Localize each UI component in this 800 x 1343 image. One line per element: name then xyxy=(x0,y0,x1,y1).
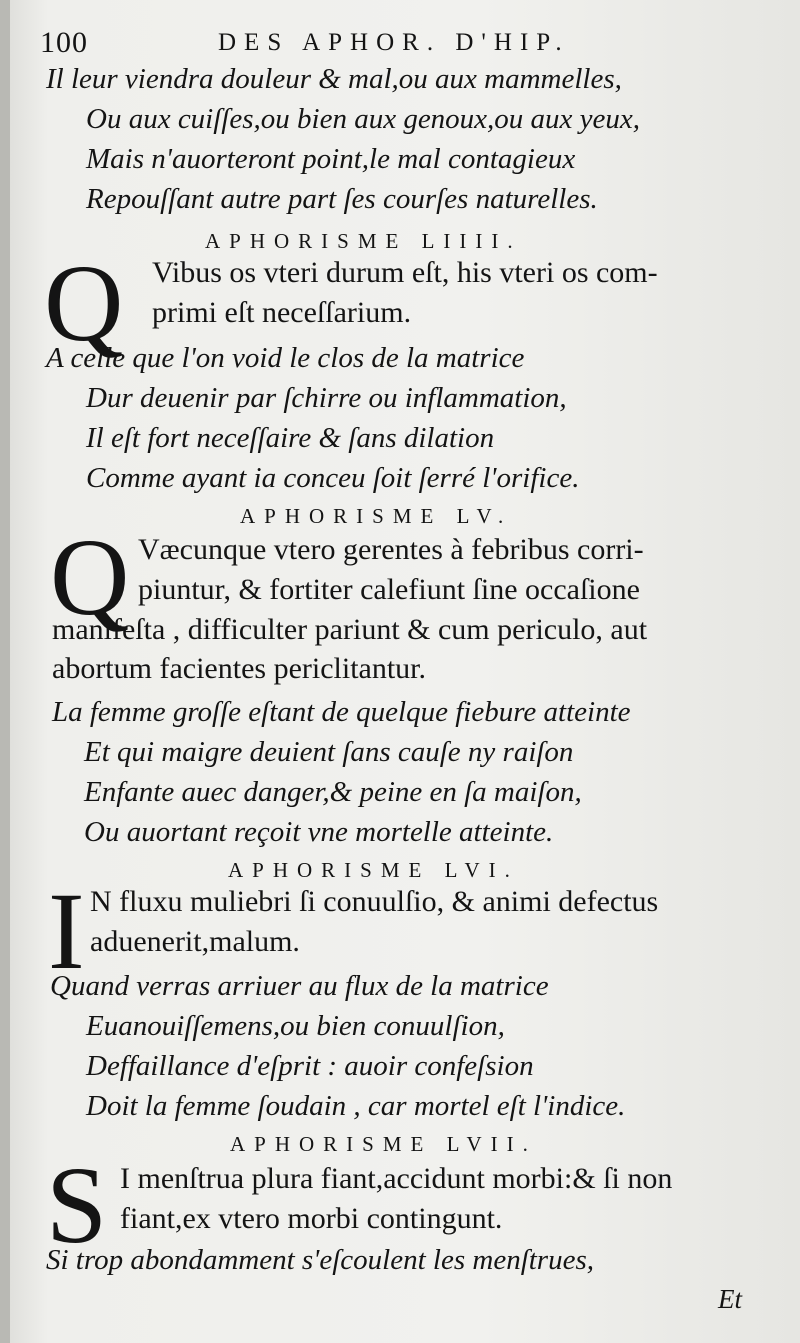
latin-line: N fluxu muliebri ſi conuulſio, & animi defectus xyxy=(90,885,659,918)
verse-line: Comme ayant ia conceu ſoit ſerré l'orifice. xyxy=(86,462,580,494)
latin-line: I menſtrua plura fiant,accidunt morbi:& ſi non xyxy=(120,1162,673,1195)
verse-line: Dur deuenir par ſchirre ou inflammation, xyxy=(86,382,567,414)
catchword: Et xyxy=(718,1284,742,1314)
verse-line: Enfante auec danger,& peine en ſa maiſon, xyxy=(84,776,582,808)
verse-line: Si trop abondamment s'eſcoulent les menſtrues, xyxy=(46,1244,594,1276)
drop-cap-initial: I xyxy=(48,870,85,992)
running-head xyxy=(40,26,760,60)
latin-line: aduenerit,malum. xyxy=(90,925,300,958)
drop-cap-initial: Q xyxy=(50,516,130,638)
verse-line: Et qui maigre deuient ſans cauſe ny raiſon xyxy=(84,736,574,768)
running-title: DES APHOR. D'HIP. xyxy=(218,29,570,56)
page-number: 100 xyxy=(40,26,88,59)
verse-line: Ou auortant reçoit vne mortelle atteinte. xyxy=(84,816,554,848)
latin-line: Væcunque vtero gerentes à febribus corri- xyxy=(138,533,644,566)
latin-line: Vibus os vteri durum eſt, his vteri os com- xyxy=(152,256,658,289)
verse-line: Il eſt fort neceſſaire & ſans dilation xyxy=(86,422,495,454)
aphorism-heading: APHORISME LV. xyxy=(240,504,513,528)
latin-line: manifeſta , difficulter pariunt & cum periculo, aut xyxy=(52,613,648,646)
aphorism-heading: APHORISME LIIII. xyxy=(205,229,522,253)
latin-line: fiant,ex vtero morbi contingunt. xyxy=(120,1202,503,1235)
latin-line: piuntur, & fortiter calefiunt ſine occaſione xyxy=(138,573,640,606)
verse-line: Doit la femme ſoudain , car mortel eſt l'indice. xyxy=(86,1090,626,1122)
verse-line: Deffaillance d'eſprit : auoir confeſsion xyxy=(86,1050,534,1082)
verse-line: La femme groſſe eſtant de quelque fiebure atteinte xyxy=(52,696,631,728)
verse-line: Quand verras arriuer au flux de la matrice xyxy=(50,970,549,1002)
verse-line: Il leur viendra douleur & mal,ou aux mammelles, xyxy=(46,63,622,95)
aphorism-heading: APHORISME LVI. xyxy=(228,858,519,882)
latin-line: primi eſt neceſſarium. xyxy=(152,296,412,329)
page-edge-shadow xyxy=(0,0,10,1343)
verse-line: Repouſſant autre part ſes courſes naturelles. xyxy=(86,183,598,215)
verse-line: Mais n'auorteront point,le mal contagieux xyxy=(86,143,576,175)
verse-line: Ou aux cuiſſes,ou bien aux genoux,ou aux yeux, xyxy=(86,103,641,135)
verse-line: Euanouiſſemens,ou bien conuulſion, xyxy=(86,1010,505,1042)
drop-cap-initial: S xyxy=(46,1144,108,1266)
verse-line: A celle que l'on void le clos de la matrice xyxy=(46,342,525,374)
aphorism-heading: APHORISME LVII. xyxy=(230,1132,537,1156)
latin-line: abortum facientes periclitantur. xyxy=(52,652,427,685)
drop-cap-initial: Q xyxy=(44,242,124,364)
